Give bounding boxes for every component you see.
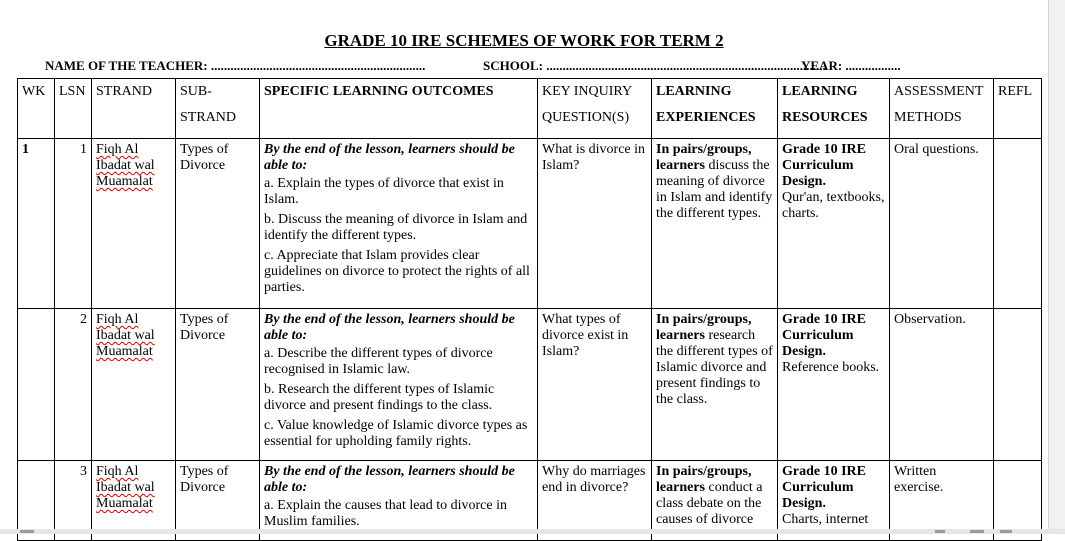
cell-kiq: What is divorce in Islam? [538, 139, 652, 309]
year-field: YEAR: ................. [801, 58, 901, 73]
header-lsn: LSN [55, 79, 92, 139]
cell-kiq: Why do marriages end in divorce? [538, 461, 652, 541]
cell-kiq: What types of divorce exist in Islam? [538, 309, 652, 461]
cell-lr: Grade 10 IRE Curriculum Design. Qur'an, textbooks, charts. [778, 139, 890, 309]
header-lr: LEARNING RESOURCES [778, 79, 890, 139]
cell-substrand: Types of Divorce [176, 139, 260, 309]
cell-le: In pairs/groups, learners conduct a class debate on the causes of divorce [652, 461, 778, 541]
header-row [18, 79, 1042, 139]
view-mode-icon[interactable] [970, 530, 984, 533]
table-row [18, 139, 1042, 309]
header-refl: REFL [994, 79, 1042, 139]
schemes-table [17, 78, 1042, 541]
cell-slo: By the end of the lesson, learners should be able to: a. Explain the types of divorce that exist in Islam. b. Discuss the meaning of divorce in Islam and identify the different types. c. Appreciate that Islam provides clear guidelines on divorce to protect the rights of all parties. [260, 139, 538, 309]
teacher-name-field: NAME OF THE TEACHER: .................................................................. [45, 58, 426, 73]
header-strand: STRAND [92, 79, 176, 139]
cell-am: Oral questions. [890, 139, 994, 309]
cell-slo: By the end of the lesson, learners should be able to: a. Describe the different types of divorce recognised in Islamic law. b. Research the different types of Islamic divorce and present findings to the class. c. Value knowledge of Islamic divorce types as essential for upholding family rights. [260, 309, 538, 461]
document-title: GRADE 10 IRE SCHEMES OF WORK FOR TERM 2 [324, 31, 724, 50]
cell-substrand: Types of Divorce [176, 309, 260, 461]
cell-lsn: 3 [55, 461, 92, 541]
cell-wk: 1 [18, 139, 55, 309]
cell-strand: Fiqh Al Ibadat wal Muamalat [92, 139, 176, 309]
cell-substrand: Types of Divorce [176, 461, 260, 541]
cell-am: Written exercise. [890, 461, 994, 541]
view-mode-icon[interactable] [1000, 530, 1012, 533]
cell-lr: Grade 10 IRE Curriculum Design. Reference books. [778, 309, 890, 461]
header-substrand: SUB- STRAND [176, 79, 260, 139]
header-le: LEARNING EXPERIENCES [652, 79, 778, 139]
school-field: SCHOOL: ...................................................................................... [483, 58, 826, 73]
cell-wk [18, 309, 55, 461]
header-slo: SPECIFIC LEARNING OUTCOMES [260, 79, 538, 139]
cell-refl [994, 139, 1042, 309]
status-marker [20, 530, 34, 533]
header-wk: WK [18, 79, 55, 139]
status-bar [0, 529, 1065, 534]
cell-strand: Fiqh Al Ibadat wal Muamalat [92, 309, 176, 461]
cell-refl [994, 309, 1042, 461]
cell-strand: Fiqh Al Ibadat wal Muamalat [92, 461, 176, 541]
cell-le: In pairs/groups, learners discuss the meaning of divorce in Islam and identify the different types. [652, 139, 778, 309]
cell-lr: Grade 10 IRE Curriculum Design. Charts, internet [778, 461, 890, 541]
cell-lsn: 1 [55, 139, 92, 309]
view-mode-icon[interactable] [935, 530, 945, 533]
cell-le: In pairs/groups, learners research the different types of Islamic divorce and present findings to the class. [652, 309, 778, 461]
header-am: ASSESSMENT METHODS [890, 79, 994, 139]
cell-slo: By the end of the lesson, learners should be able to: a. Explain the causes that lead to divorce in Muslim families. [260, 461, 538, 541]
page-edge [1048, 0, 1065, 534]
cell-lsn: 2 [55, 309, 92, 461]
header-kiq: KEY INQUIRY QUESTION(S) [538, 79, 652, 139]
table-row [18, 309, 1042, 461]
cell-am: Observation. [890, 309, 994, 461]
